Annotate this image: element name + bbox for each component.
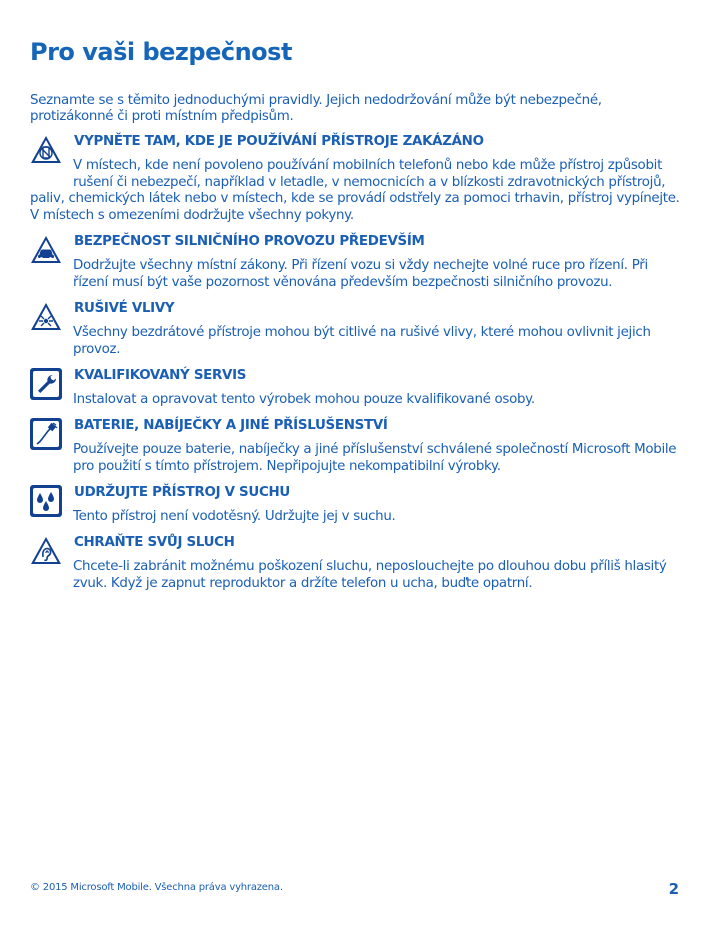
water-drops-icon [30,485,62,517]
wrench-icon [30,368,62,400]
section-title: UDRŽUJTE PŘÍSTROJ V SUCHU [74,485,290,500]
ear-icon [30,535,62,567]
section-title: BATERIE, NABÍJEČKY A JINÉ PŘÍSLUŠENSTVÍ [74,418,388,433]
section-body: Chcete-li zabránit možnému poškození sluchu, neposlouchejte po dlouhou dobu příliš hlasitý zvuk. Když je zapnut reproduktor a držíte telefon u ucha, buďte opatrní. [73,559,667,591]
section-body-part2: paliv, chemických látek nebo v místech, kde se provádí odstřely za pomoci trhavin, přístroj vypínejte. V místech s omezeními dodržujte všechny pokyny. [30,191,680,223]
section-title: VYPNĚTE TAM, KDE JE POUŽÍVÁNÍ PŘÍSTROJE ZAKÁZÁNO [74,134,484,149]
section-title: BEZPEČNOST SILNIČNÍHO PROVOZU PŘEDEVŠÍM [74,234,425,249]
interference-icon [30,301,62,333]
section-title: CHRAŇTE SVŮJ SLUCH [74,535,235,550]
footer-copyright: © 2015 Microsoft Mobile. Všechna práva vyhrazena. [30,882,283,893]
section-title: RUŠIVÉ VLIVY [74,301,175,316]
page-title: Pro vaši bezpečnost [30,38,292,66]
car-icon [30,234,62,266]
section-title: KVALIFIKOVANÝ SERVIS [74,368,247,383]
section-body-part1: V místech, kde není povoleno používání mobilních telefonů nebo kde může přístroj způsobit rušení či nebezpečí, například v letadle, v nemocnicích a v blízkosti zdravotnických přístrojů, [73,158,666,190]
section-body: Dodržujte všechny místní zákony. Při řízení vozu si vždy nechejte volné ruce pro řízení. Při řízení musí být vaše pozornost věnována především bezpečnosti silničního provozu. [73,258,648,290]
intro-paragraph: Seznamte se s těmito jednoduchými pravidly. Jejich nedodržování může být nebezpečné, protizákonné či proti místním předpisům. [30,93,602,124]
section-body [30,158,682,224]
section-body: Používejte pouze baterie, nabíječky a jiné příslušenství schválené společností Microsoft Mobile pro použití s tímto přístrojem. Nepřipojujte nekompatibilní výrobky. [73,442,677,474]
page-number: 2 [668,880,679,898]
section-body: Instalovat a opravovat tento výrobek mohou pouze kvalifikované osoby. [73,392,535,407]
section-body: Všechny bezdrátové přístroje mohou být citlivé na rušivé vlivy, které mohou ovlivnit jejich provoz. [73,325,651,357]
charger-plug-icon [30,418,62,450]
section-body: Tento přístroj není vodotěsný. Udržujte jej v suchu. [73,509,396,524]
